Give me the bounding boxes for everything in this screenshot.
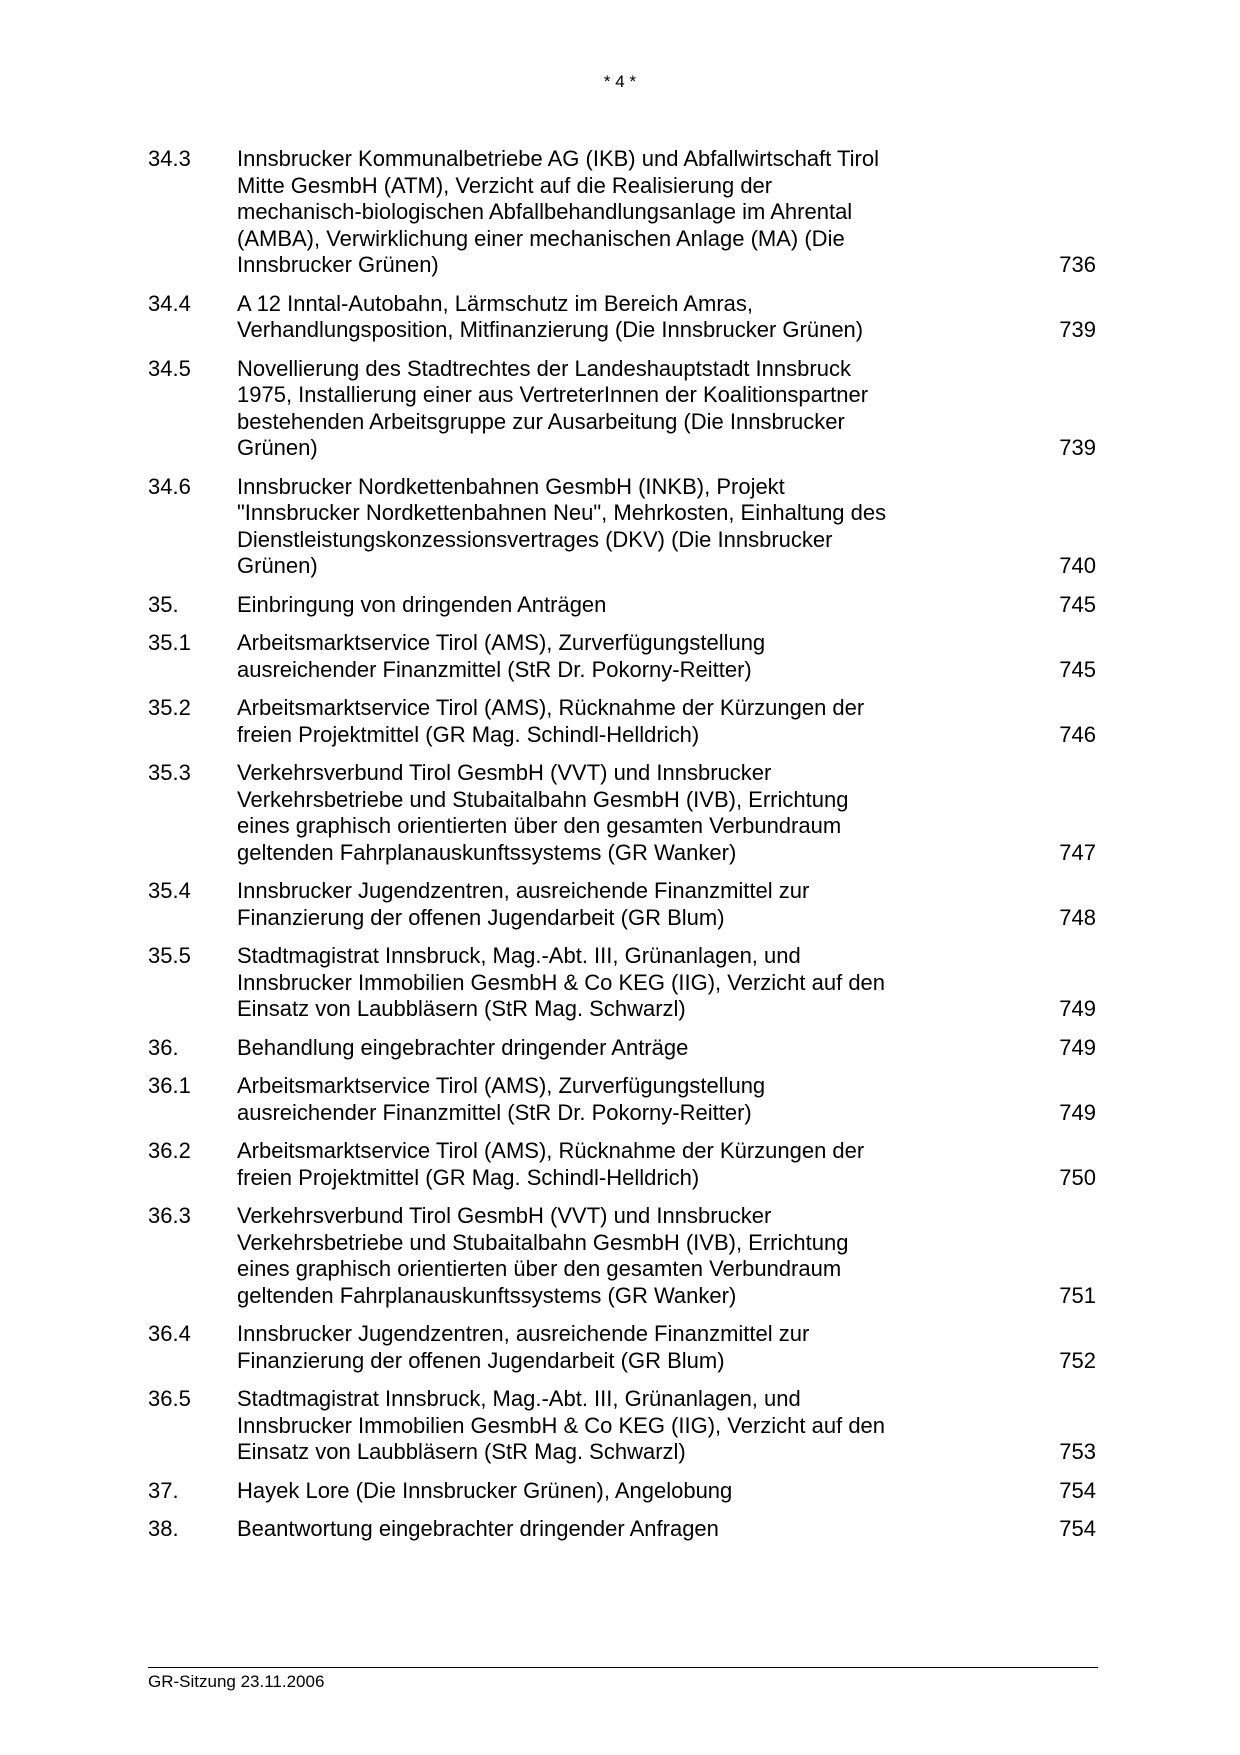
toc-entry-title-line: Verkehrsverbund Tirol GesmbH (VVT) und Innsbrucker (237, 1203, 772, 1228)
toc-entry-title (237, 630, 937, 683)
toc-entry-title-line: A 12 Inntal-Autobahn, Lärmschutz im Bereich Amras, (237, 290, 754, 316)
toc-entry-title-line: Verkehrsverbund Tirol GesmbH (VVT) und Innsbrucker (237, 760, 772, 785)
toc-entry-title-line: (AMBA), Verwirklichung einer mechanischen Anlage (MA) (Die (237, 225, 845, 251)
toc-entry (148, 878, 1098, 931)
toc-entry-title-line: Arbeitsmarktservice Tirol (AMS), Zurverfügungstellung (237, 630, 766, 655)
toc-entry-number: 34.6 (148, 473, 191, 499)
toc-entry-page: 749 (1059, 996, 1096, 1021)
toc-entry-page: 746 (1059, 721, 1096, 747)
toc-entry-page: 754 (1059, 1516, 1096, 1541)
toc-entry-page: 748 (1059, 904, 1096, 930)
toc-entry (148, 1073, 1098, 1126)
toc-entry-title (237, 695, 937, 748)
toc-entry-title-line: Hayek Lore (Die Innsbrucker Grünen), Angelobung (237, 1477, 733, 1503)
toc-entry-title-line: Innsbrucker Grünen) (237, 252, 439, 277)
toc-entry-title-line: Einbringung von dringenden Anträgen (237, 591, 607, 617)
toc-entry-page: 739 (1059, 317, 1096, 342)
toc-entry-title-line: Behandlung eingebrachter dringender Anträge (237, 1034, 689, 1060)
toc-entry (148, 356, 1098, 462)
toc-entry-number: 36. (148, 1034, 179, 1060)
toc-entry-number: 36.3 (148, 1203, 191, 1228)
table-of-contents (148, 146, 1098, 1555)
toc-entry-title-line: Innsbrucker Jugendzentren, ausreichende Finanzmittel zur (237, 1321, 810, 1346)
toc-entry-title (237, 1035, 937, 1062)
toc-entry (148, 474, 1098, 580)
toc-entry-title-line: geltenden Fahrplanauskunftssystems (GR Wanker) (237, 839, 737, 865)
toc-entry-title-line: eines graphisch orientierten über den gesamten Verbundraum (237, 813, 842, 838)
toc-entry-title-line: mechanisch-biologischen Abfallbehandlungsanlage im Ahrental (237, 199, 853, 224)
toc-entry-title (237, 1138, 937, 1191)
toc-entry-title (237, 291, 937, 344)
toc-entry-title-line: Mitte GesmbH (ATM), Verzicht auf die Realisierung der (237, 172, 773, 198)
toc-entry-number: 36.4 (148, 1321, 191, 1346)
toc-entry (148, 1516, 1098, 1543)
toc-entry-title-line: ausreichender Finanzmittel (StR Dr. Pokorny-Reitter) (237, 1099, 752, 1125)
toc-entry (148, 291, 1098, 344)
toc-entry-title-line: Beantwortung eingebrachter dringender Anfragen (237, 1516, 719, 1541)
toc-entry-title-line: ausreichender Finanzmittel (StR Dr. Pokorny-Reitter) (237, 656, 752, 682)
toc-entry-title-line: bestehenden Arbeitsgruppe zur Ausarbeitung (Die Innsbrucker (237, 408, 845, 434)
toc-entry-title (237, 146, 937, 279)
toc-entry-title (237, 760, 937, 866)
toc-entry-title-line: Innsbrucker Jugendzentren, ausreichende Finanzmittel zur (237, 878, 810, 903)
toc-entry-page: 745 (1059, 591, 1096, 617)
toc-entry (148, 146, 1098, 279)
toc-entry-page: 747 (1059, 839, 1096, 865)
toc-entry-number: 35.4 (148, 878, 191, 903)
toc-entry-title-line: Finanzierung der offenen Jugendarbeit (GR Blum) (237, 1347, 725, 1373)
toc-entry (148, 1138, 1098, 1191)
toc-entry-page: 750 (1059, 1164, 1096, 1190)
toc-entry-title-line: Verkehrsbetriebe und Stubaitalbahn GesmbH (IVB), Errichtung (237, 786, 849, 812)
toc-entry-title (237, 474, 937, 580)
toc-entry-title-line: 1975, Installierung einer aus VertreterInnen der Koalitionspartner (237, 382, 869, 407)
toc-entry-title-line: Innsbrucker Immobilien GesmbH & Co KEG (IIG), Verzicht auf den (237, 969, 886, 995)
toc-entry-title-line: geltenden Fahrplanauskunftssystems (GR Wanker) (237, 1282, 737, 1308)
toc-entry-page: 736 (1059, 252, 1096, 277)
toc-entry-number: 34.5 (148, 355, 191, 381)
toc-entry-title (237, 1203, 937, 1309)
toc-entry-title (237, 1321, 937, 1374)
toc-entry-title (237, 1386, 937, 1466)
toc-entry-title-line: Verhandlungsposition, Mitfinanzierung (Die Innsbrucker Grünen) (237, 317, 864, 342)
toc-entry-number: 35.5 (148, 943, 191, 968)
toc-entry-title-line: eines graphisch orientierten über den gesamten Verbundraum (237, 1256, 842, 1281)
toc-entry-number: 34.3 (148, 146, 191, 171)
toc-entry-page: 740 (1059, 553, 1096, 578)
toc-entry (148, 695, 1098, 748)
toc-entry-title (237, 356, 937, 462)
toc-entry-number: 38. (148, 1516, 179, 1541)
toc-entry-title (237, 943, 937, 1023)
toc-entry-page: 754 (1059, 1477, 1096, 1503)
toc-entry-title-line: Stadtmagistrat Innsbruck, Mag.-Abt. III, Grünanlagen, und (237, 1386, 801, 1411)
toc-entry-title-line: Einsatz von Laubbläsern (StR Mag. Schwarzl) (237, 996, 686, 1021)
page-number: * 4 * (603, 72, 637, 91)
toc-entry-number: 36.1 (148, 1073, 191, 1098)
toc-entry-page: 752 (1059, 1347, 1096, 1373)
toc-entry-title-line: Innsbrucker Kommunalbetriebe AG (IKB) und Abfallwirtschaft Tirol (237, 146, 879, 171)
toc-entry-title-line: Stadtmagistrat Innsbruck, Mag.-Abt. III, Grünanlagen, und (237, 943, 801, 968)
toc-entry-page: 745 (1059, 656, 1096, 682)
toc-entry (148, 1386, 1098, 1466)
toc-entry-number: 34.4 (148, 290, 191, 316)
toc-entry-title-line: Innsbrucker Immobilien GesmbH & Co KEG (IIG), Verzicht auf den (237, 1412, 886, 1438)
toc-entry (148, 760, 1098, 866)
toc-entry-number: 35. (148, 591, 179, 617)
toc-entry-title-line: Einsatz von Laubbläsern (StR Mag. Schwarzl) (237, 1439, 686, 1464)
toc-entry-title-line: Arbeitsmarktservice Tirol (AMS), Rücknahme der Kürzungen der (237, 695, 865, 720)
toc-entry-title-line: Finanzierung der offenen Jugendarbeit (GR Blum) (237, 904, 725, 930)
toc-entry-number: 37. (148, 1477, 179, 1503)
toc-entry-title-line: Arbeitsmarktservice Tirol (AMS), Zurverfügungstellung (237, 1073, 766, 1098)
toc-entry-title (237, 1516, 937, 1543)
toc-entry (148, 592, 1098, 619)
toc-entry (148, 1203, 1098, 1309)
toc-entry-number: 36.5 (148, 1386, 191, 1411)
toc-entry-page: 749 (1059, 1034, 1096, 1060)
footer-divider (148, 1667, 1098, 1668)
toc-entry-title (237, 1478, 937, 1505)
toc-entry-title-line: Innsbrucker Nordkettenbahnen GesmbH (INKB), Projekt (237, 473, 785, 499)
toc-entry-title-line: freien Projektmittel (GR Mag. Schindl-Helldrich) (237, 1164, 700, 1190)
toc-entry (148, 943, 1098, 1023)
toc-entry-title-line: "Innsbrucker Nordkettenbahnen Neu", Mehrkosten, Einhaltung des (237, 500, 887, 525)
toc-entry-title-line: Dienstleistungskonzessionsvertrages (DKV) (Die Innsbrucker (237, 526, 833, 552)
toc-entry-title-line: Verkehrsbetriebe und Stubaitalbahn GesmbH (IVB), Errichtung (237, 1229, 849, 1255)
toc-entry-page: 751 (1059, 1282, 1096, 1308)
toc-entry (148, 630, 1098, 683)
toc-entry-title-line: Arbeitsmarktservice Tirol (AMS), Rücknahme der Kürzungen der (237, 1138, 865, 1163)
toc-entry-title-line: Grünen) (237, 553, 318, 578)
toc-entry-page: 753 (1059, 1439, 1096, 1464)
toc-entry-title-line: Grünen) (237, 435, 318, 460)
toc-entry-title-line: Novellierung des Stadtrechtes der Landeshauptstadt Innsbruck (237, 355, 851, 381)
toc-entry-title (237, 878, 937, 931)
toc-entry-number: 35.3 (148, 760, 191, 785)
footer-text: GR-Sitzung 23.11.2006 (148, 1672, 325, 1691)
toc-entry (148, 1035, 1098, 1062)
toc-entry-title (237, 1073, 937, 1126)
toc-entry-number: 35.2 (148, 695, 191, 720)
toc-entry-page: 749 (1059, 1099, 1096, 1125)
toc-entry (148, 1478, 1098, 1505)
toc-entry-number: 35.1 (148, 630, 191, 655)
toc-entry-page: 739 (1059, 435, 1096, 460)
toc-entry-number: 36.2 (148, 1138, 191, 1163)
toc-entry-title-line: freien Projektmittel (GR Mag. Schindl-Helldrich) (237, 721, 700, 747)
toc-entry-title (237, 592, 937, 619)
toc-entry (148, 1321, 1098, 1374)
